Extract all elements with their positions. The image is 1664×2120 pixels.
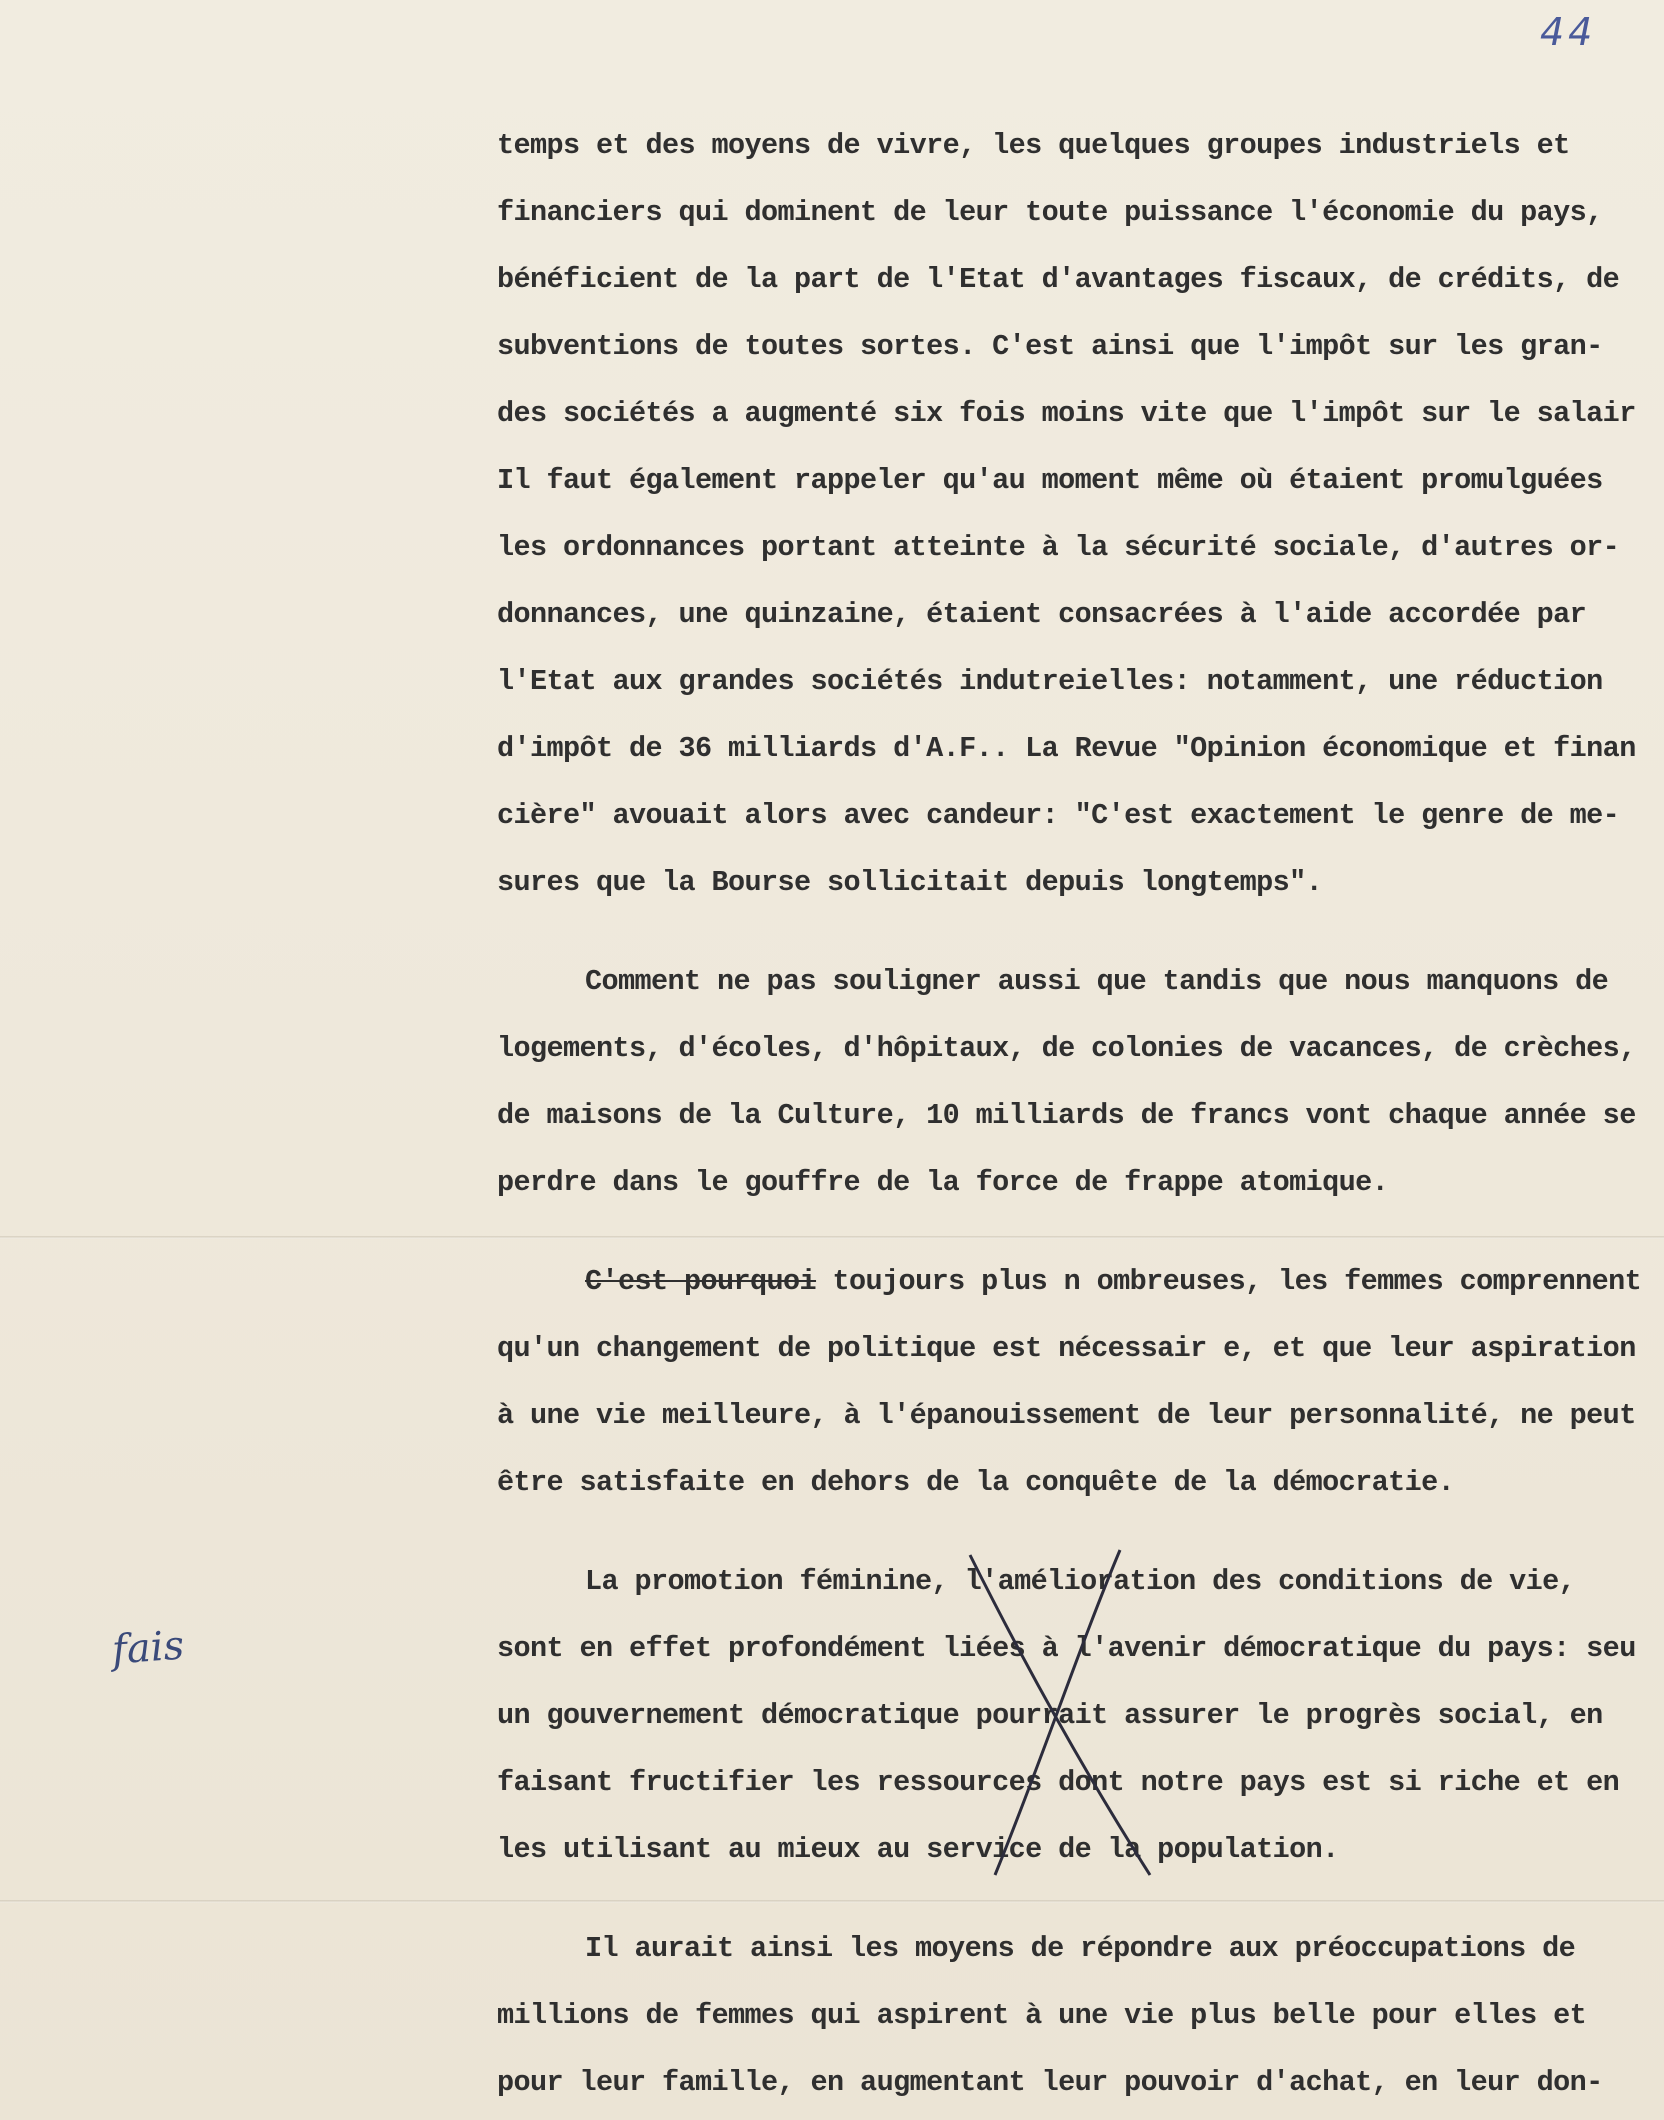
paragraph (497, 112, 1657, 916)
text-line: donnances, une quinzaine, étaient consacrées à l'aide accordée par (497, 598, 1587, 631)
text-line: les utilisant au mieux au service de la population. (497, 1833, 1339, 1866)
paragraph (497, 948, 1657, 1216)
text-line: millions de femmes qui aspirent à une vie plus belle pour elles et (497, 1999, 1587, 2032)
text-line: financiers qui dominent de leur toute puissance l'économie du pays, (497, 196, 1603, 229)
page-number: 44 (1540, 10, 1597, 54)
text-line: Comment ne pas souligner aussi que tandis que nous manquons de (585, 965, 1609, 998)
text-line: à une vie meilleure, à l'épanouissement de leur personnalité, ne peut (497, 1399, 1636, 1432)
paragraph (497, 1915, 1657, 2116)
text-line: La promotion féminine, l'amélioration des conditions de vie, (585, 1565, 1576, 1598)
paragraph (497, 1248, 1657, 1516)
text-line: subventions de toutes sortes. C'est ainsi que l'impôt sur les gran- (497, 330, 1603, 363)
text-line: qu'un changement de politique est nécessair e, et que leur aspiration (497, 1332, 1636, 1365)
text-line: de maisons de la Culture, 10 milliards de francs vont chaque année se (497, 1099, 1636, 1132)
text-line: les ordonnances portant atteinte à la sécurité sociale, d'autres or- (497, 531, 1620, 564)
text-line: d'impôt de 36 milliards d'A.F.. La Revue "Opinion économique et finan (497, 732, 1636, 765)
text-line: faisant fructifier les ressources dont notre pays est si riche et en (497, 1766, 1620, 1799)
text-line: sont en effet profondément liées à l'avenir démocratique du pays: seu (497, 1632, 1636, 1665)
text-span: toujours plus n ombreuses, les femmes comprennent (816, 1265, 1642, 1298)
text-line: pour leur famille, en augmentant leur pouvoir d'achat, en leur don- (497, 2066, 1603, 2099)
handwritten-margin-note: fais (110, 1622, 186, 1674)
text-line: des sociétés a augmenté six fois moins vite que l'impôt sur le salair (497, 397, 1636, 430)
handwritten-cross-mark (960, 1545, 1160, 1880)
text-line: logements, d'écoles, d'hôpitaux, de colonies de vacances, de crèches, (497, 1032, 1636, 1065)
text-line: l'Etat aux grandes sociétés indutreielles: notamment, une réduction (497, 665, 1603, 698)
struck-out-text: C'est pourquoi (585, 1265, 817, 1298)
text-line (497, 1248, 1657, 1315)
text-line: Il faut également rappeler qu'au moment même où étaient promulguées (497, 464, 1603, 497)
text-line: perdre dans le gouffre de la force de frappe atomique. (497, 1166, 1389, 1199)
text-line: cière" avouait alors avec candeur: "C'est exactement le genre de me- (497, 799, 1620, 832)
text-line: sures que la Bourse sollicitait depuis longtemps". (497, 866, 1323, 899)
text-line: un gouvernement démocratique pourrait assurer le progrès social, en (497, 1699, 1603, 1732)
text-line: bénéficient de la part de l'Etat d'avantages fiscaux, de crédits, de (497, 263, 1620, 296)
text-line: être satisfaite en dehors de la conquête de la démocratie. (497, 1466, 1455, 1499)
text-line: Il aurait ainsi les moyens de répondre aux préoccupations de (585, 1932, 1576, 1965)
text-line: temps et des moyens de vivre, les quelques groupes industriels et (497, 129, 1570, 162)
